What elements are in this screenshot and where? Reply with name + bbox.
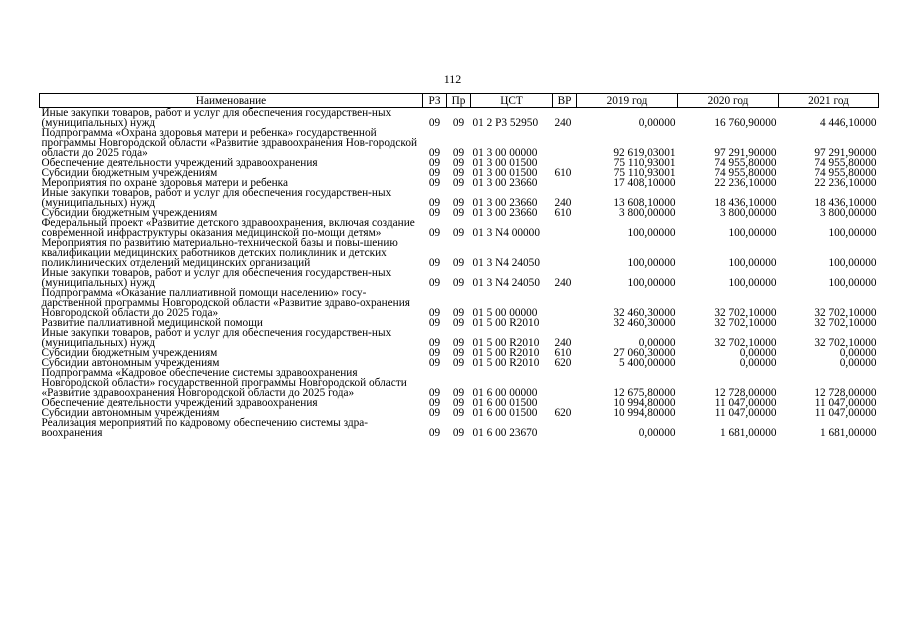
cell-name: Обеспечение деятельности учреждений здравоохранения <box>41 157 318 169</box>
cell-2019: 5 400,00000 <box>619 357 676 369</box>
cell-name: Подпрограмма «Кадровое обеспечение системы здравоохранения Новгородской области» государственной программы Новгородской области «Развитие здравоохранения Новгородской области до 2025 года» <box>41 367 407 399</box>
cell-2020: 32 702,10000 <box>714 317 777 329</box>
header-2020: 2020 год <box>678 94 779 108</box>
cell-2019: 32 460,30000 <box>613 317 676 329</box>
cell-2021: 0,00000 <box>839 347 877 359</box>
cell-cst: 01 3 00 23660 <box>472 207 538 219</box>
cell-cst: 01 2 P3 52950 <box>472 117 539 129</box>
cell-rz: 09 <box>428 397 441 409</box>
header-rz: РЗ <box>423 94 447 108</box>
cell-vr <box>553 288 577 318</box>
cell-vr <box>553 318 577 328</box>
cell-cst: 01 3 N4 00000 <box>472 227 540 239</box>
cell-vr: 240 <box>554 277 572 289</box>
cell-name: Развитие паллиативной медицинской помощи <box>41 317 263 329</box>
cell-name: Мероприятия по охране здоровья матери и ребенка <box>41 177 288 189</box>
cell-pr: 09 <box>452 347 465 359</box>
cell-pr: 09 <box>452 157 465 169</box>
cell-2019: 75 110,93001 <box>613 157 676 169</box>
cell-2020: 3 800,00000 <box>720 207 777 219</box>
cell-2019: 17 408,10000 <box>613 177 676 189</box>
cell-2019: 32 460,30000 <box>613 307 676 319</box>
cell-name: Субсидии автономным учреждениям <box>41 407 220 419</box>
cell-2020: 0,00000 <box>739 347 777 359</box>
cell-2020: 100,00000 <box>728 257 777 269</box>
cell-rz: 09 <box>428 197 441 209</box>
cell-2019: 100,00000 <box>627 227 676 239</box>
cell-name: Подпрограмма «Охрана здоровья матери и ребенка» государственной программы Новгородской области «Развитие здравоохранения Нов-городской области до 2025 года» <box>41 127 418 159</box>
cell-2019: 27 060,30000 <box>613 347 676 359</box>
cell-name: Иные закупки товаров, работ и услуг для обеспечения государствен-ных (муниципальных) нужд <box>41 187 392 209</box>
cell-rz: 09 <box>428 317 441 329</box>
cell-2020: 18 436,10000 <box>714 197 777 209</box>
cell-name: Субсидии автономным учреждениям <box>41 357 220 369</box>
cell-vr <box>553 128 577 158</box>
cell-rz: 09 <box>428 257 441 269</box>
cell-cst: 01 5 00 R2010 <box>472 357 540 369</box>
cell-2019: 92 619,03001 <box>613 147 676 159</box>
cell-rz: 09 <box>428 337 441 349</box>
cell-vr: 610 <box>554 207 572 219</box>
cell-pr: 09 <box>452 167 465 179</box>
cell-2019: 0,00000 <box>638 117 676 129</box>
cell-2021: 100,00000 <box>828 257 877 269</box>
cell-2021: 32 702,10000 <box>814 337 877 349</box>
cell-2019: 10 994,80000 <box>613 397 676 409</box>
cell-2021: 97 291,90000 <box>814 147 877 159</box>
cell-2021: 1 681,00000 <box>820 427 877 439</box>
cell-rz: 09 <box>428 357 441 369</box>
cell-pr: 09 <box>452 317 465 329</box>
cell-2020: 32 702,10000 <box>714 307 777 319</box>
cell-name: Мероприятия по развитию материально-технической базы и повы-шению квалификации медицинских работников детских поликлиник и детских поликлинических отделений медицинских организаций <box>41 237 398 269</box>
cell-name: Иные закупки товаров, работ и услуг для обеспечения государствен-ных (муниципальных) нужд <box>41 327 392 349</box>
header-row <box>40 94 879 108</box>
cell-2021: 22 236,10000 <box>814 177 877 189</box>
cell-cst: 01 3 00 00000 <box>472 147 538 159</box>
cell-2020: 11 047,00000 <box>714 397 777 409</box>
cell-rz: 09 <box>428 117 441 129</box>
header-cst: ЦСТ <box>471 94 553 108</box>
cell-cst: 01 5 00 00000 <box>472 307 538 319</box>
cell-name: Федеральный проект «Развитие детского здравоохранения, включая создание современной инфраструктуры оказания медицинской по-мощи детям» <box>41 217 415 239</box>
table-row <box>40 218 879 238</box>
cell-cst: 01 3 00 23660 <box>472 197 538 209</box>
cell-vr <box>553 418 577 438</box>
cell-2021: 74 955,80000 <box>814 167 877 179</box>
cell-pr: 09 <box>452 227 465 239</box>
cell-rz: 09 <box>428 167 441 179</box>
cell-2021: 18 436,10000 <box>814 197 877 209</box>
cell-2021: 11 047,00000 <box>814 407 877 419</box>
cell-cst: 01 5 00 R2010 <box>472 347 540 359</box>
cell-cst: 01 6 00 00000 <box>472 387 538 399</box>
cell-2021: 100,00000 <box>828 277 877 289</box>
cell-rz: 09 <box>428 277 441 289</box>
cell-cst: 01 5 00 R2010 <box>472 337 540 349</box>
cell-rz: 09 <box>428 407 441 419</box>
cell-vr: 610 <box>554 167 572 179</box>
cell-pr: 09 <box>452 177 465 189</box>
cell-name: Субсидии бюджетным учреждениям <box>41 207 218 219</box>
cell-2019: 3 800,00000 <box>619 207 676 219</box>
table-row <box>40 418 879 438</box>
cell-name: Подпрограмма «Оказание паллиативной помощи населению» госу-дарственной программы Новгородской области «Развитие здраво-охранения Новгородской области до 2025 года» <box>41 287 410 319</box>
cell-2019: 10 994,80000 <box>613 407 676 419</box>
page-number: 112 <box>443 72 462 86</box>
cell-rz: 09 <box>428 177 441 189</box>
cell-pr: 09 <box>452 337 465 349</box>
table-row <box>40 108 879 129</box>
budget-table <box>39 93 879 438</box>
cell-2019: 13 608,10000 <box>613 197 676 209</box>
cell-2019: 100,00000 <box>627 277 676 289</box>
cell-vr <box>553 238 577 268</box>
cell-2019: 100,00000 <box>627 257 676 269</box>
cell-2020: 1 681,00000 <box>720 427 777 439</box>
cell-2021: 32 702,10000 <box>814 307 877 319</box>
cell-name: Обеспечение деятельности учреждений здравоохранения <box>41 397 318 409</box>
cell-2019: 0,00000 <box>638 337 676 349</box>
cell-2020: 32 702,10000 <box>714 337 777 349</box>
cell-rz: 09 <box>428 227 441 239</box>
cell-pr: 09 <box>452 387 465 399</box>
cell-2019: 12 675,80000 <box>613 387 676 399</box>
cell-pr: 09 <box>452 207 465 219</box>
table-row <box>40 328 879 348</box>
cell-2021: 74 955,80000 <box>814 157 877 169</box>
cell-2019: 75 110,93001 <box>613 167 676 179</box>
cell-vr: 240 <box>554 337 572 349</box>
cell-rz: 09 <box>428 347 441 359</box>
cell-rz: 09 <box>428 307 441 319</box>
cell-2021: 11 047,00000 <box>814 397 877 409</box>
cell-pr: 09 <box>452 147 465 159</box>
table-row <box>40 368 879 398</box>
cell-cst: 01 5 00 R2010 <box>472 317 540 329</box>
cell-vr: 240 <box>554 197 572 209</box>
cell-cst: 01 6 00 23670 <box>472 427 538 439</box>
cell-pr: 09 <box>452 117 465 129</box>
cell-2020: 100,00000 <box>728 227 777 239</box>
cell-2020: 0,00000 <box>739 357 777 369</box>
cell-vr <box>553 218 577 238</box>
cell-pr: 09 <box>452 397 465 409</box>
cell-2020: 11 047,00000 <box>714 407 777 419</box>
cell-name: Иные закупки товаров, работ и услуг для обеспечения государствен-ных (муниципальных) нужд <box>41 107 392 129</box>
cell-name: Иные закупки товаров, работ и услуг для обеспечения государствен-ных (муниципальных) нужд <box>41 267 392 289</box>
table-row <box>40 188 879 208</box>
cell-pr: 09 <box>452 307 465 319</box>
cell-2020: 22 236,10000 <box>714 177 777 189</box>
cell-cst: 01 3 N4 24050 <box>472 257 540 269</box>
table-row <box>40 288 879 318</box>
cell-cst: 01 3 00 01500 <box>472 167 538 179</box>
cell-cst: 01 3 00 01500 <box>472 157 538 169</box>
cell-2019: 0,00000 <box>638 427 676 439</box>
cell-name: Субсидии бюджетным учреждениям <box>41 347 218 359</box>
cell-2021: 12 728,00000 <box>814 387 877 399</box>
table-body <box>40 108 879 439</box>
header-2019: 2019 год <box>577 94 678 108</box>
cell-cst: 01 6 00 01500 <box>472 407 538 419</box>
cell-2021: 3 800,00000 <box>820 207 877 219</box>
cell-rz: 09 <box>428 207 441 219</box>
cell-2020: 16 760,90000 <box>714 117 777 129</box>
cell-2020: 12 728,00000 <box>714 387 777 399</box>
header-vr: ВР <box>553 94 577 108</box>
cell-pr: 09 <box>452 277 465 289</box>
cell-pr: 09 <box>452 427 465 439</box>
header-2021: 2021 год <box>779 94 879 108</box>
cell-name: Реализация мероприятий по кадровому обеспечению системы здра-воохранения <box>41 417 369 439</box>
cell-pr: 09 <box>452 407 465 419</box>
header-name: Наименование <box>40 94 423 108</box>
cell-vr <box>553 178 577 188</box>
cell-rz: 09 <box>428 427 441 439</box>
cell-vr: 620 <box>554 407 572 419</box>
cell-vr: 240 <box>554 117 572 129</box>
cell-2020: 97 291,90000 <box>714 147 777 159</box>
cell-vr: 620 <box>554 357 572 369</box>
cell-2021: 0,00000 <box>839 357 877 369</box>
cell-pr: 09 <box>452 257 465 269</box>
cell-2020: 100,00000 <box>728 277 777 289</box>
cell-2020: 74 955,80000 <box>714 157 777 169</box>
cell-name: Субсидии бюджетным учреждениям <box>41 167 218 179</box>
cell-cst: 01 3 00 23660 <box>472 177 538 189</box>
cell-2021: 32 702,10000 <box>814 317 877 329</box>
table-row <box>40 238 879 268</box>
cell-cst: 01 6 00 01500 <box>472 397 538 409</box>
cell-rz: 09 <box>428 147 441 159</box>
cell-vr: 610 <box>554 347 572 359</box>
cell-2020: 74 955,80000 <box>714 167 777 179</box>
cell-2021: 4 446,10000 <box>820 117 877 129</box>
header-pr: Пр <box>447 94 471 108</box>
table-row <box>40 268 879 288</box>
table-row <box>40 128 879 158</box>
cell-rz: 09 <box>428 387 441 399</box>
cell-rz: 09 <box>428 157 441 169</box>
cell-pr: 09 <box>452 197 465 209</box>
cell-pr: 09 <box>452 357 465 369</box>
cell-cst: 01 3 N4 24050 <box>472 277 540 289</box>
cell-vr <box>553 368 577 398</box>
cell-2021: 100,00000 <box>828 227 877 239</box>
